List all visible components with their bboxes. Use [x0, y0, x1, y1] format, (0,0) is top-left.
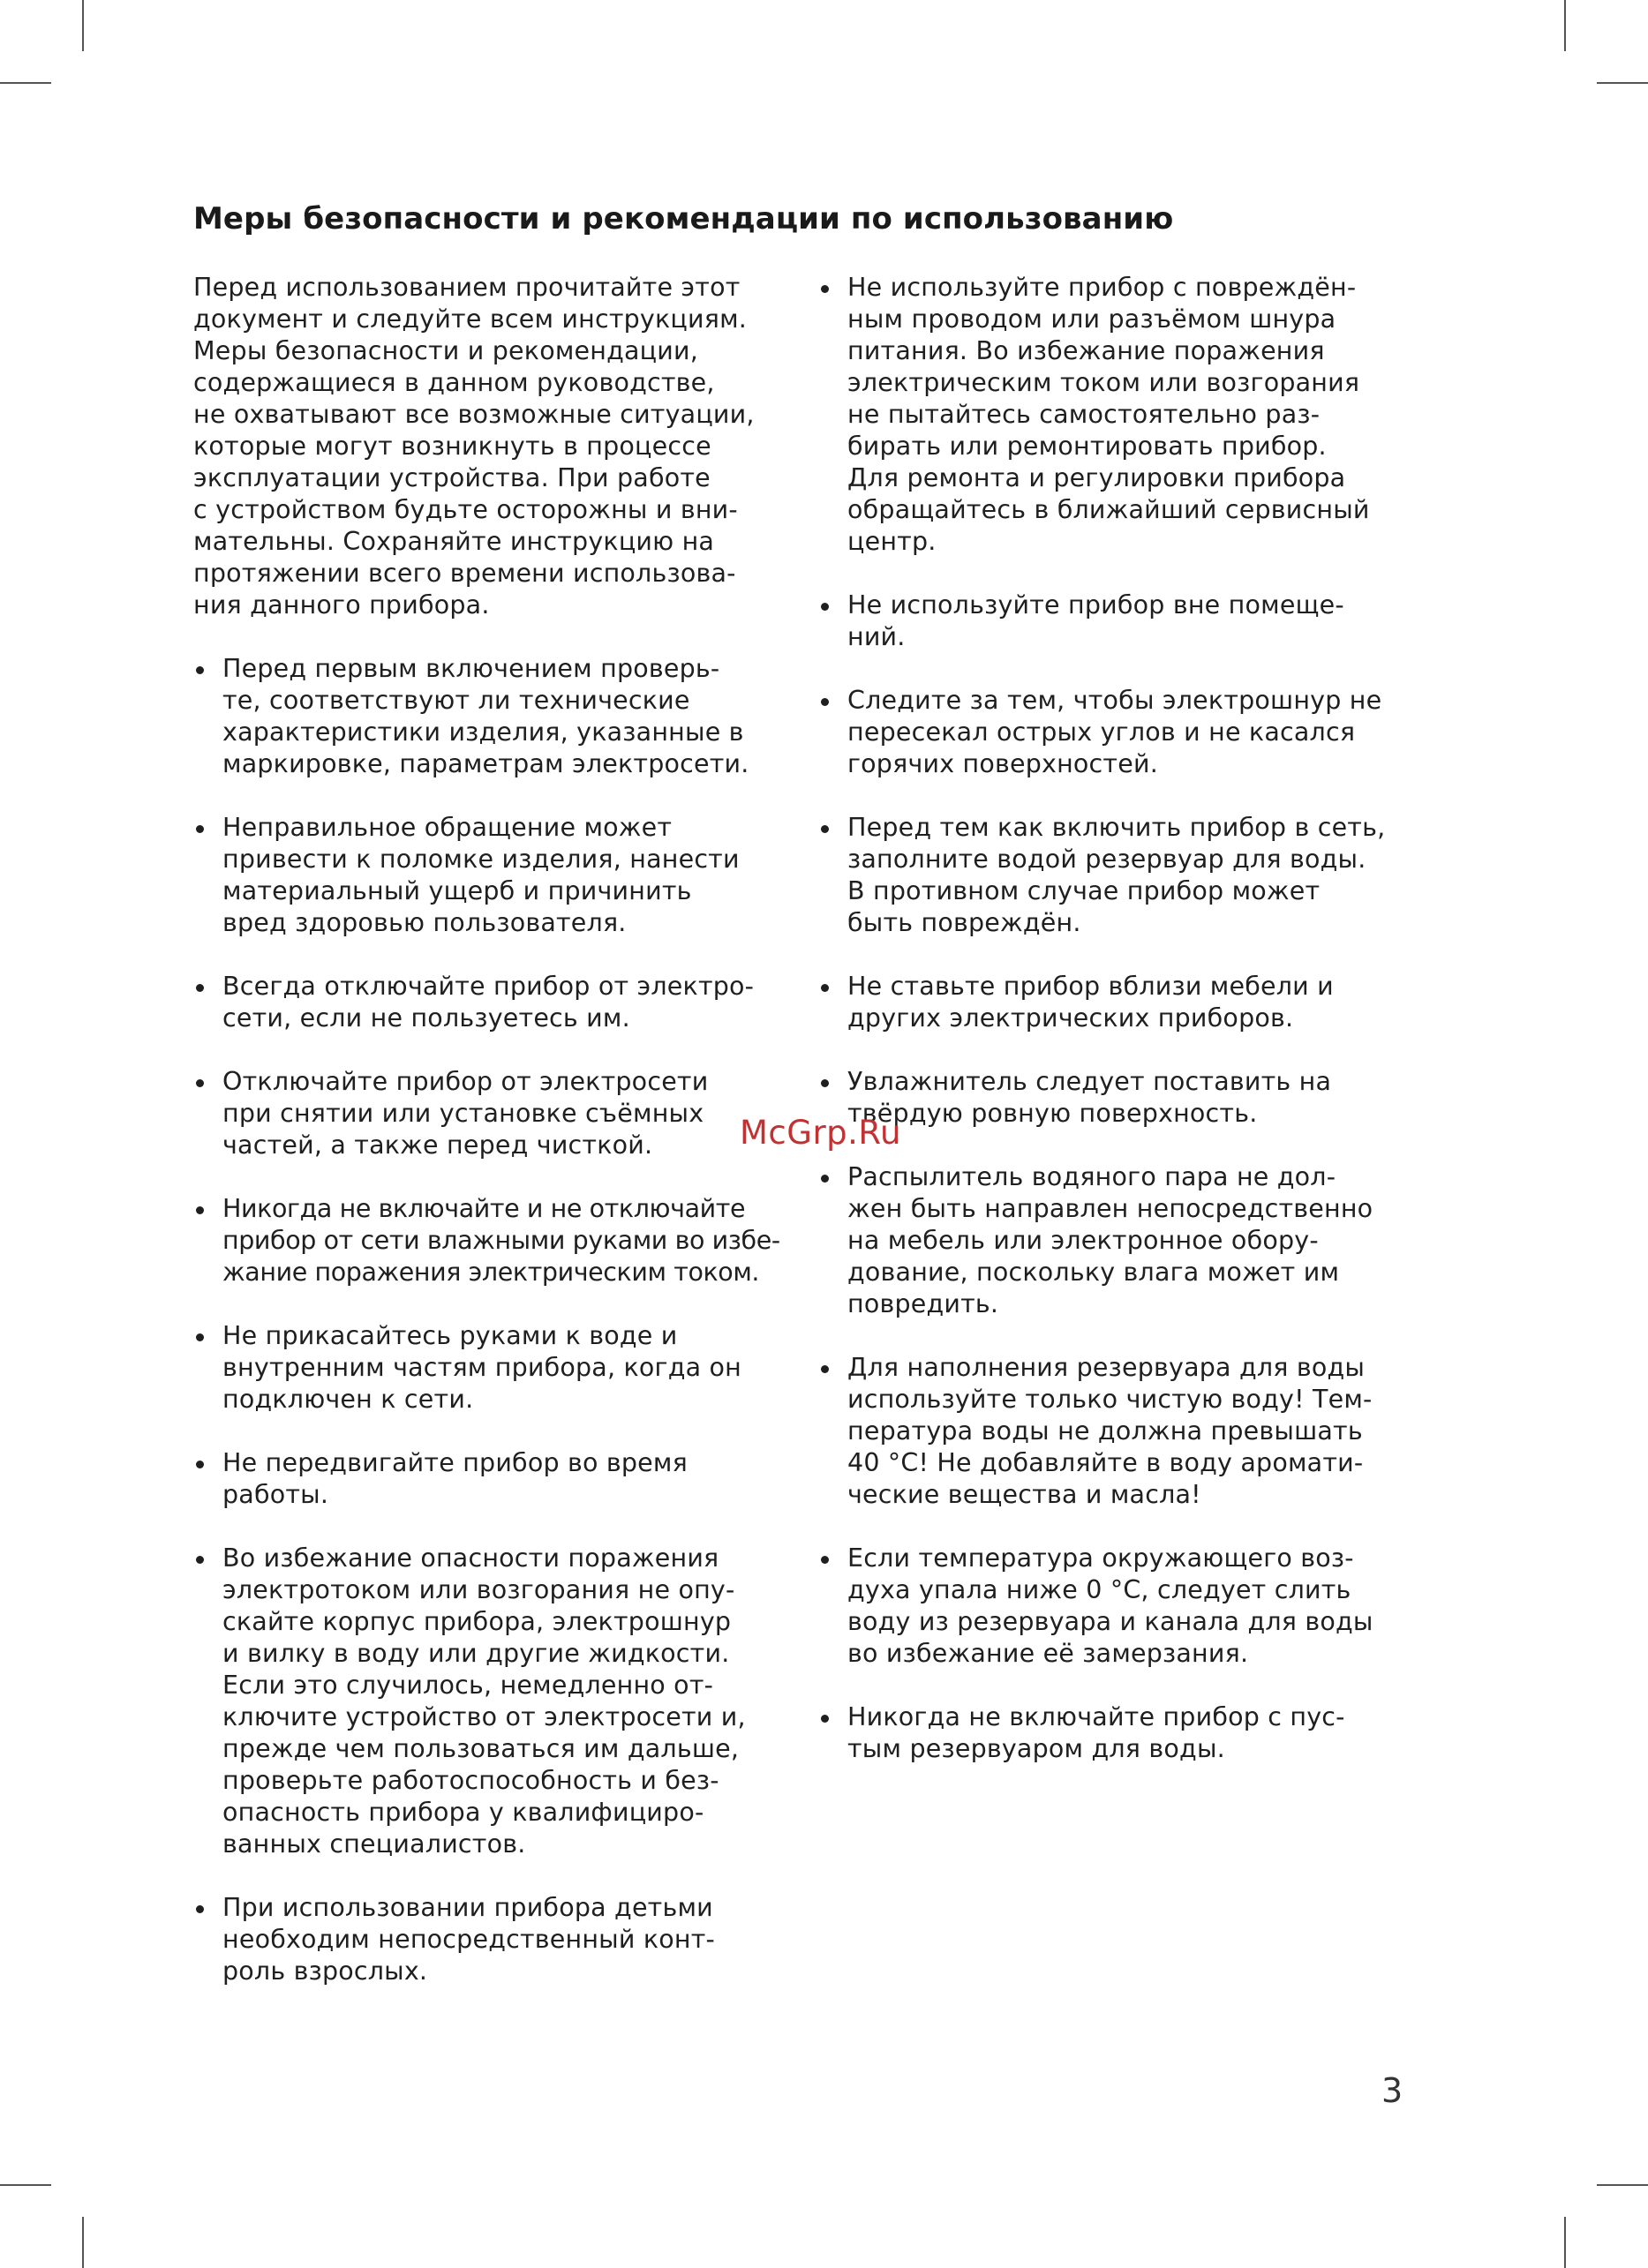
list-item: Увлажнитель следует поставить на твёрдую ровную поверхность. [818, 1066, 1427, 1130]
list-item: Перед первым включением проверь- те, соответствуют ли технические характеристики изделия, указанные в маркировке, параметрам электросети. [193, 653, 794, 780]
crop-mark-bottom-left-horizontal [0, 2184, 51, 2186]
bullet-dot-icon [196, 666, 204, 674]
crop-mark-top-right-vertical [1564, 0, 1566, 51]
crop-mark-top-right-horizontal [1597, 82, 1648, 84]
bullet-dot-icon [821, 1365, 829, 1373]
list-item: При использовании прибора детьми необходим непосредственный конт- роль взрослых. [193, 1892, 794, 1987]
bullet-dot-icon [196, 1461, 204, 1468]
list-item: Для наполнения резервуара для воды используйте только чистую воду! Тем- пература воды не должна превышать 40 °C! Не добавляйте в воду аромати- ческие вещества и масла! [818, 1352, 1427, 1511]
bullet-dot-icon [196, 984, 204, 992]
list-item: Не используйте прибор вне помеще- ний. [818, 590, 1427, 653]
list-item: Никогда не включайте и не отключайте прибор от сети влажными руками во избе- жание поражения электрическим током. [193, 1193, 794, 1288]
bullet-dot-icon [821, 603, 829, 611]
bullet-dot-icon [821, 1079, 829, 1087]
right-bullet-list [818, 272, 1427, 1765]
bullet-dot-icon [821, 1715, 829, 1723]
crop-mark-bottom-left-vertical [82, 2217, 84, 2268]
bullet-dot-icon [821, 984, 829, 992]
bullet-dot-icon [821, 1175, 829, 1183]
bullet-dot-icon [196, 1556, 204, 1564]
list-item: Следите за тем, чтобы электрошнур не пересекал острых углов и не касался горячих поверхностей. [818, 685, 1427, 780]
list-item: Не используйте прибор с повреждён- ным проводом или разъёмом шнура питания. Во избежание поражения электрическим током или возгорания не пытайтесь самостоятельно раз- бирать или ремонтировать прибор. Для ремонта и регулировки прибора обращайтесь в ближайший сервисный центр. [818, 272, 1427, 558]
list-item: Всегда отключайте прибор от электро- сети, если не пользуетесь им. [193, 971, 794, 1034]
page-title: Меры безопасности и рекомендации по использованию [193, 201, 1174, 237]
list-item: Неправильное обращение может привести к поломке изделия, нанести материальный ущерб и причинить вред здоровью пользователя. [193, 812, 794, 939]
list-item: Если температура окружающего воз- духа упала ниже 0 °C, следует слить воду из резервуара и канала для воды во избежание её замерзания. [818, 1543, 1427, 1670]
list-item: Никогда не включайте прибор с пус- тым резервуаром для воды. [818, 1701, 1427, 1765]
bullet-dot-icon [196, 1206, 204, 1214]
left-column [193, 272, 794, 2019]
list-item: Распылитель водяного пара не дол- жен быть направлен непосредственно на мебель или электронное обору- дование, поскольку влага может им повредить. [818, 1161, 1427, 1320]
bullet-dot-icon [821, 285, 829, 293]
watermark: McGrp.Ru [740, 1114, 901, 1152]
list-item: Во избежание опасности поражения электротоком или возгорания не опу- скайте корпус прибора, электрошнур и вилку в воду или другие жидкости. Если это случилось, немедленно от- ключите устройство от электросети и, прежде чем пользоваться им дальше, проверьте работоспособность и без- опасность прибора у квалифициро- ванных специалистов. [193, 1543, 794, 1860]
crop-mark-bottom-right-horizontal [1597, 2184, 1648, 2186]
bullet-dot-icon [821, 825, 829, 833]
bullet-dot-icon [196, 1079, 204, 1087]
left-bullet-list [193, 653, 794, 1987]
page-number: 3 [1381, 2071, 1403, 2110]
list-item: Не ставьте прибор вблизи мебели и других электрических приборов. [818, 971, 1427, 1034]
bullet-dot-icon [196, 825, 204, 833]
right-column [818, 272, 1427, 1797]
bullet-dot-icon [196, 1333, 204, 1341]
list-item: Перед тем как включить прибор в сеть, заполните водой резервуар для воды. В противном случае прибор может быть повреждён. [818, 812, 1427, 939]
crop-mark-top-left-horizontal [0, 82, 51, 84]
crop-mark-top-left-vertical [82, 0, 84, 51]
list-item: Не передвигайте прибор во время работы. [193, 1447, 794, 1511]
crop-mark-bottom-right-vertical [1564, 2217, 1566, 2268]
list-item: Отключайте прибор от электросети при снятии или установке съёмных частей, а также перед чисткой. [193, 1066, 794, 1161]
list-item: Не прикасайтесь руками к воде и внутренним частям прибора, когда он подключен к сети. [193, 1320, 794, 1416]
bullet-dot-icon [821, 1556, 829, 1564]
intro-paragraph: Перед использованием прочитайте этот документ и следуйте всем инструкциям. Меры безопасности и рекомендации, содержащиеся в данном руководстве, не охватывают все возможные ситуации, которые могут возникнуть в процессе эксплуатации устройства. При работе с устройством будьте осторожны и вни- мательны. Сохраняйте инструкцию на протяжении всего времени использова- ния данного прибора. [193, 273, 755, 620]
bullet-dot-icon [196, 1905, 204, 1913]
bullet-dot-icon [821, 698, 829, 706]
